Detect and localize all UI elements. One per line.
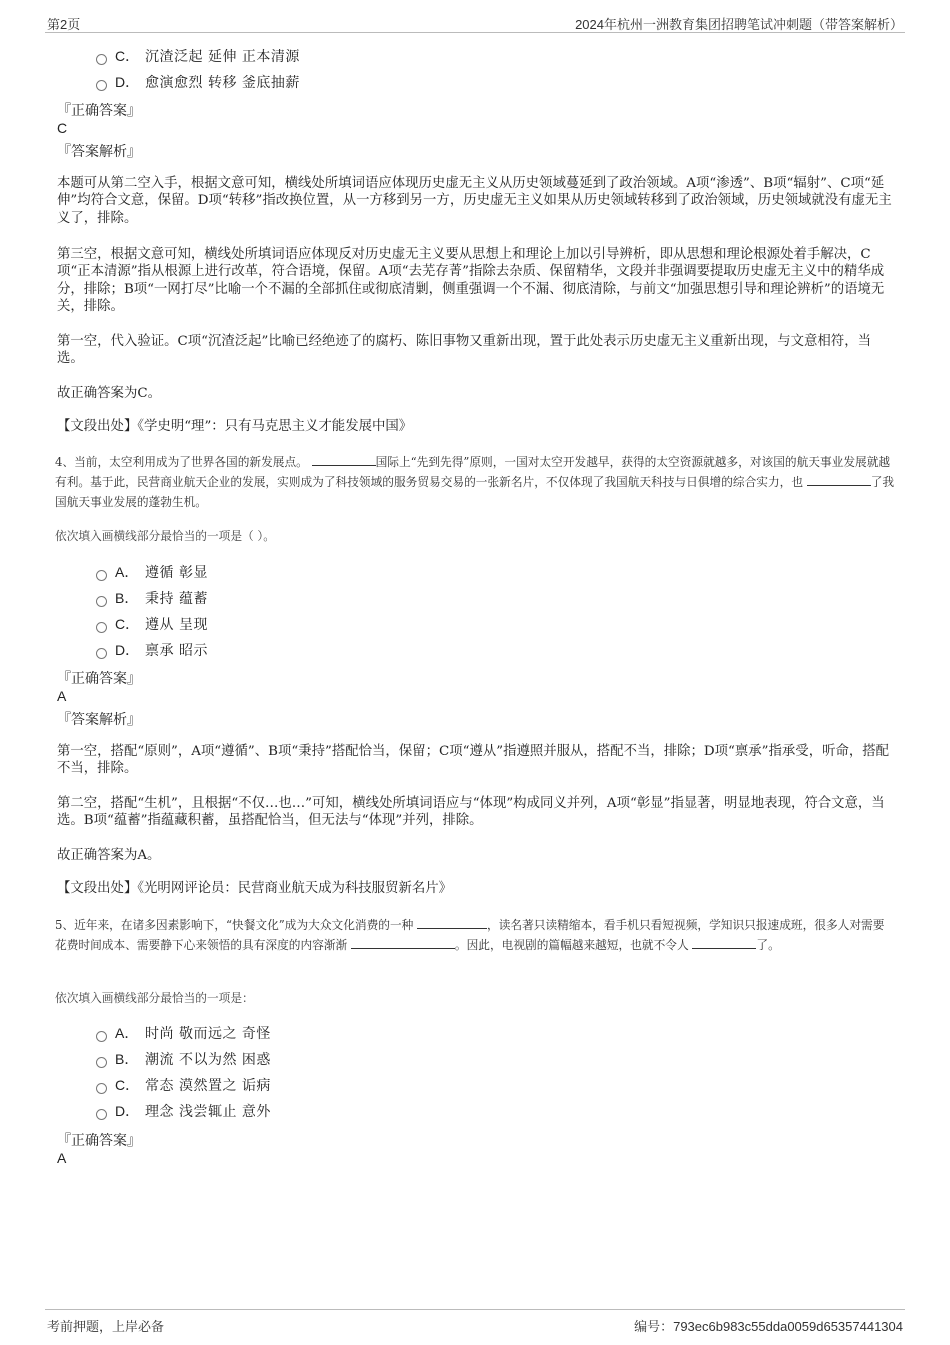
radio-icon[interactable] [96,622,107,633]
q3-answer-label: 『正确答案』 [57,103,141,119]
q4-blank-2 [807,473,871,486]
q5-option-d[interactable]: D． 理念 浅尝辄止 意外 [96,1101,271,1121]
q3-answer: C [57,120,68,136]
page-number: 第2页 [47,17,81,32]
document-code: 编号：793ec6b983c55dda0059d65357441304 [634,1319,903,1334]
q5-option-b[interactable]: B． 潮流 不以为然 困惑 [96,1049,271,1069]
q3-analysis-p2: 第三空，根据文意可知，横线处所填词语应体现反对历史虚无主义要从思想上和理论上加以引导辨析，即从思想和理论根源处着手解决，C项“正本清源”指从根源上进行改革，符合语境，保留。A项“去芜存菁”指除去杂质、保留精华，文段并非强调要提取历史虚无主义中的精华成分，排除；B项“一网打尽”比喻一个不漏的全部抓住或彻底清剿，侧重强调一个不漏、彻底清除，与前文“加强思想引导和理论辨析”的语境无关，排除。 [57,247,885,315]
q4-option-b[interactable]: B． 秉持 蕴蓄 [96,588,208,608]
q4-blank-1 [312,453,376,466]
q4-analysis-p2: 第二空，搭配“生机”，且根据“不仅…也…”可知，横线处所填词语应与“体现”构成同义并列，A项“彰显”指显著，明显地表现，符合文意，当选。B项“蕴蓄”指蕴藏积蓄，虽搭配恰当，但无法与“体现”并列，排除。 [57,796,885,829]
page-header [45,12,905,33]
q4-option-a[interactable]: A． 遵循 彰显 [96,562,208,582]
q5-answer-label: 『正确答案』 [57,1133,141,1149]
q5-blank-3 [692,936,756,949]
q4-instruction: 依次填入画横线部分最恰当的一项是（ ）。 [55,529,275,543]
q4-answer-label: 『正确答案』 [57,671,141,687]
radio-icon[interactable] [96,80,107,91]
q4-answer: A [57,688,67,704]
radio-icon[interactable] [96,570,107,581]
q5-option-a[interactable]: A． 时尚 敬而远之 奇怪 [96,1023,271,1043]
radio-icon[interactable] [96,54,107,65]
q4-option-c[interactable]: C． 遵从 呈现 [96,614,208,634]
q4-option-d[interactable]: D． 禀承 昭示 [96,640,208,660]
q3-analysis-p3: 第一空，代入验证。C项“沉渣泛起”比喻已经绝迹了的腐朽、陈旧事物又重新出现，置于此处表示历史虚无主义重新出现，与文意相符，当选。 [57,334,871,367]
q3-option-d[interactable]: D． 愈演愈烈 转移 釜底抽薪 [96,72,300,92]
q5-blank-2 [351,936,455,949]
radio-icon[interactable] [96,596,107,607]
q3-conclusion: 故正确答案为C。 [57,386,161,401]
q4-analysis-p1: 第一空，搭配“原则”，A项“遵循”、B项“秉持”搭配恰当，保留；C项“遵从”指遵照并服从，搭配不当，排除；D项“禀承”指承受，听命，搭配不当，排除。 [57,744,890,777]
radio-icon[interactable] [96,1109,107,1120]
q3-analysis-p1: 本题可从第二空入手，根据文意可知，横线处所填词语应体现历史虚无主义从历史领域蔓延到了政治领域。A项“渗透”、B项“辐射”、C项“延伸”均符合文意，保留。D项“转移”指改换位置，从一方移到另一方，历史虚无主义如果从历史领域转移到了政治领域，历史领域就没有虚无主义了，排除。 [57,176,892,226]
q4-conclusion: 故正确答案为A。 [57,848,161,863]
q4-analysis-label: 『答案解析』 [57,712,141,728]
radio-icon[interactable] [96,648,107,659]
radio-icon[interactable] [96,1057,107,1068]
q3-analysis-label: 『答案解析』 [57,144,141,160]
q5-stem: 5、近年来，在诸多因素影响下，“快餐文化”成为大众文化消费的一种 ，读名著只读精缩本，看手机只看短视频，学知识只报速成班，很多人对需要花费时间成本、需要静下心来领悟的具有深度的内容渐渐 。因此，电视剧的篇幅越来越短，也就不令人 了。 [55,918,885,952]
q5-answer: A [57,1150,67,1166]
q3-source: 【文段出处】《学史明“理”：只有马克思主义才能发展中国》 [57,419,413,434]
document-title: 2024年杭州一洲教育集团招聘笔试冲刺题（带答案解析） [575,17,903,32]
q5-blank-1 [417,916,487,929]
footer-slogan: 考前押题，上岸必备 [47,1319,165,1334]
radio-icon[interactable] [96,1083,107,1094]
page-footer [45,1309,905,1336]
q3-option-c[interactable]: C． 沉渣泛起 延伸 正本清源 [96,46,300,66]
q4-source: 【文段出处】《光明网评论员：民营商业航天成为科技服贸新名片》 [57,881,453,896]
q5-option-c[interactable]: C． 常态 漠然置之 诟病 [96,1075,271,1095]
radio-icon[interactable] [96,1031,107,1042]
q5-instruction: 依次填入画横线部分最恰当的一项是： [55,991,254,1005]
q4-stem: 4、当前，太空利用成为了世界各国的新发展点。 国际上“先到先得”原则，一国对太空开发越早，获得的太空资源就越多，对该国的航天事业发展就越有利。基于此，民营商业航天企业的发展，实则成为了科技领域的服务贸易交易的一张新名片，不仅体现了我国航天科技与日俱增的综合实力，也 了我国航天事业发展的蓬勃生机。 [55,455,895,509]
